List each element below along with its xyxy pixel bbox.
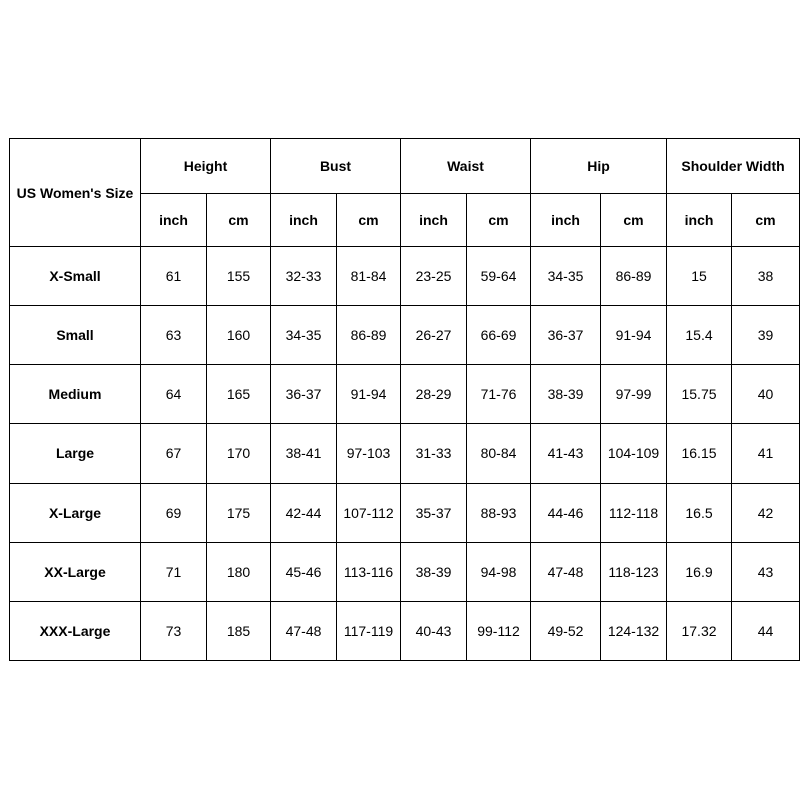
unit-header: cm [207,194,271,247]
table-cell: 38-39 [401,542,467,601]
table-header [10,139,800,247]
unit-header: inch [401,194,467,247]
table-cell: 32-33 [271,247,337,306]
table-cell: 63 [141,306,207,365]
unit-header: cm [467,194,531,247]
table-cell: 97-99 [601,365,667,424]
unit-header: cm [732,194,800,247]
table-cell: 91-94 [601,306,667,365]
table-cell: 15.4 [667,306,732,365]
table-cell: 69 [141,483,207,542]
table-cell: 16.9 [667,542,732,601]
table-cell: 165 [207,365,271,424]
table-cell: 91-94 [337,365,401,424]
table-cell: 64 [141,365,207,424]
table-cell: 36-37 [531,306,601,365]
table-cell: 34-35 [531,247,601,306]
table-cell: 47-48 [531,542,601,601]
group-header-bust: Bust [271,139,401,194]
size-label: Medium [10,365,141,424]
table-cell: 97-103 [337,424,401,483]
table-cell: 47-48 [271,601,337,660]
table-cell: 71 [141,542,207,601]
table-cell: 41-43 [531,424,601,483]
table-cell: 155 [207,247,271,306]
size-label: XXX-Large [10,601,141,660]
table-row [10,483,800,542]
table-body [10,247,800,661]
table-cell: 67 [141,424,207,483]
table-row [10,306,800,365]
table-cell: 112-118 [601,483,667,542]
table-row [10,365,800,424]
table-cell: 45-46 [271,542,337,601]
table-cell: 34-35 [271,306,337,365]
table-cell: 44 [732,601,800,660]
table-cell: 86-89 [337,306,401,365]
table-cell: 88-93 [467,483,531,542]
table-cell: 31-33 [401,424,467,483]
table-cell: 113-116 [337,542,401,601]
group-header-height: Height [141,139,271,194]
table-cell: 81-84 [337,247,401,306]
table-cell: 118-123 [601,542,667,601]
size-label: X-Large [10,483,141,542]
table-cell: 71-76 [467,365,531,424]
table-cell: 36-37 [271,365,337,424]
table-cell: 43 [732,542,800,601]
table-cell: 86-89 [601,247,667,306]
table-row [10,247,800,306]
table-cell: 26-27 [401,306,467,365]
table-row [10,542,800,601]
table-cell: 180 [207,542,271,601]
unit-header: cm [601,194,667,247]
table-cell: 49-52 [531,601,601,660]
table-cell: 59-64 [467,247,531,306]
table-cell: 16.15 [667,424,732,483]
table-cell: 35-37 [401,483,467,542]
table-row [10,601,800,660]
table-cell: 41 [732,424,800,483]
table-cell: 42-44 [271,483,337,542]
unit-header: cm [337,194,401,247]
unit-header: inch [531,194,601,247]
table-cell: 40-43 [401,601,467,660]
table-cell: 38-39 [531,365,601,424]
table-cell: 94-98 [467,542,531,601]
group-header-waist: Waist [401,139,531,194]
table-cell: 15.75 [667,365,732,424]
table-cell: 15 [667,247,732,306]
table-cell: 39 [732,306,800,365]
table-cell: 104-109 [601,424,667,483]
table-cell: 99-112 [467,601,531,660]
table-cell: 61 [141,247,207,306]
table-cell: 23-25 [401,247,467,306]
table-cell: 17.32 [667,601,732,660]
table-cell: 170 [207,424,271,483]
size-chart-table [9,138,800,661]
table-cell: 175 [207,483,271,542]
table-cell: 73 [141,601,207,660]
size-label: X-Small [10,247,141,306]
table-cell: 80-84 [467,424,531,483]
table-row [10,424,800,483]
size-label: Large [10,424,141,483]
table-cell: 66-69 [467,306,531,365]
table-cell: 117-119 [337,601,401,660]
table-cell: 185 [207,601,271,660]
size-label: XX-Large [10,542,141,601]
unit-header: inch [667,194,732,247]
table-cell: 160 [207,306,271,365]
table-cell: 38-41 [271,424,337,483]
unit-header: inch [141,194,207,247]
group-header-hip: Hip [531,139,667,194]
table-cell: 16.5 [667,483,732,542]
table-cell: 44-46 [531,483,601,542]
header-row-groups [10,139,800,194]
table-cell: 42 [732,483,800,542]
table-cell: 124-132 [601,601,667,660]
table-cell: 107-112 [337,483,401,542]
group-header-shoulder-width: Shoulder Width [667,139,800,194]
corner-header-size: US Women's Size [10,139,141,247]
table-cell: 28-29 [401,365,467,424]
size-label: Small [10,306,141,365]
unit-header: inch [271,194,337,247]
table-cell: 38 [732,247,800,306]
table-cell: 40 [732,365,800,424]
